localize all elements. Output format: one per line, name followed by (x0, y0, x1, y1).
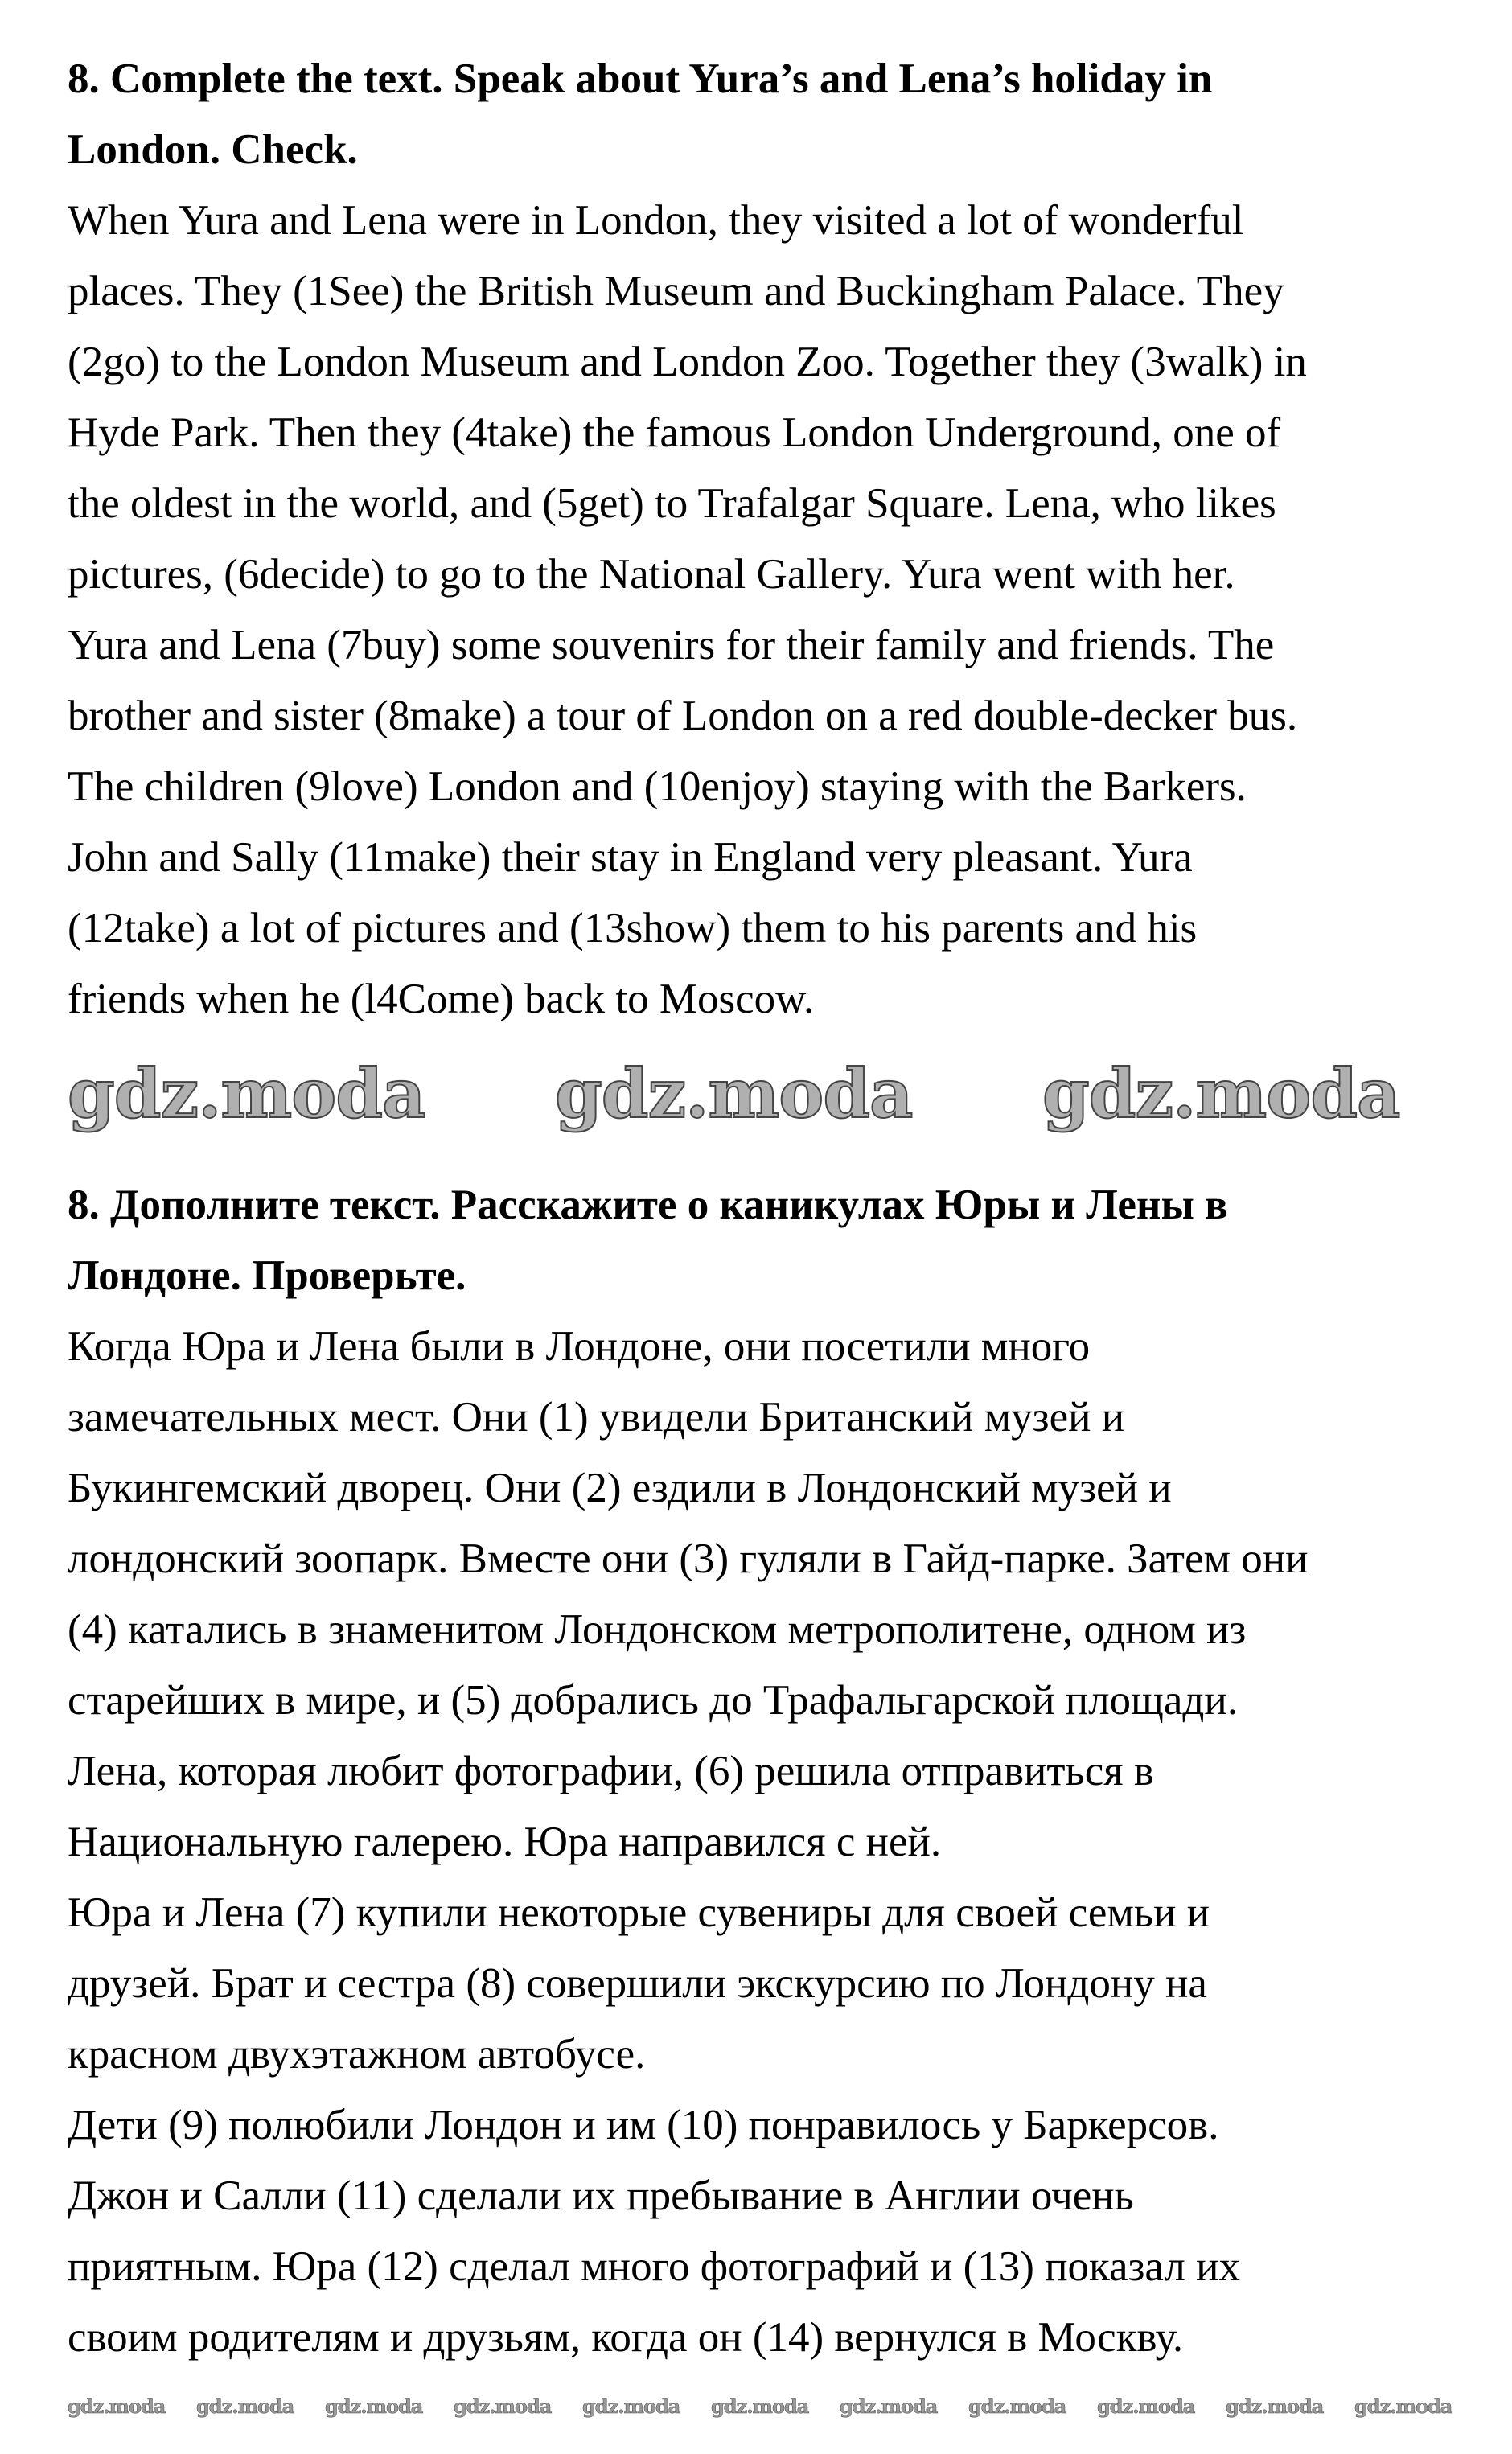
russian-exercise (68, 1169, 1499, 2373)
english-exercise (68, 43, 1499, 1034)
english-title-line: 8. Complete the text. Speak about Yura’s and Lena’s holiday in (68, 55, 1213, 102)
watermark: gdz.moda (582, 2394, 680, 2418)
watermark: gdz.moda (454, 2394, 552, 2418)
watermark: gdz.moda (1354, 2394, 1452, 2418)
english-body-line: places. They (1See) the British Museum and Buckingham Palace. They (68, 268, 1284, 314)
watermark: gdz.moda (196, 2394, 294, 2418)
russian-body-line: Джон и Салли (11) сделали их пребывание в Англии очень (68, 2172, 1134, 2219)
english-body-line: friends when he (l4Come) back to Moscow. (68, 976, 815, 1022)
watermark: gdz.moda (325, 2394, 423, 2418)
russian-body-line: друзей. Брат и сестра (8) совершили экскурсию по Лондону на (68, 1960, 1207, 2007)
russian-body-line: своим родителям и друзьям, когда он (14) вернулся в Москву. (68, 2314, 1184, 2361)
russian-body-line: красном двухэтажном автобусе. (68, 2031, 646, 2078)
russian-body-line: замечательных мест. Они (1) увидели Британский музей и (68, 1394, 1125, 1441)
watermark: gdz.moda (1226, 2394, 1324, 2418)
russian-body-line: лондонский зоопарк. Вместе они (3) гуляли в Гайд-парке. Затем они (68, 1535, 1309, 1582)
watermark: gdz.moda (1042, 1054, 1400, 1133)
english-body-line: Yura and Lena (7buy) some souvenirs for their family and friends. The (68, 622, 1275, 668)
russian-body-line: Дети (9) полюбили Лондон и им (10) понравилось у Баркерсов. (68, 2102, 1219, 2148)
russian-title-line: Лондоне. Проверьте. (68, 1252, 466, 1299)
english-title-line: London. Check. (68, 126, 358, 173)
russian-body-line: Юра и Лена (7) купили некоторые сувениры для своей семьи и (68, 1889, 1210, 1936)
russian-body-line: Лена, которая любит фотографии, (6) решила отправиться в (68, 1748, 1154, 1794)
watermark: gdz.moda (968, 2394, 1066, 2418)
watermark: gdz.moda (840, 2394, 938, 2418)
english-body-line: (12take) a lot of pictures and (13show) them to his parents and his (68, 905, 1198, 952)
watermark: gdz.moda (1097, 2394, 1195, 2418)
english-body-line: The children (9love) London and (10enjoy) staying with the Barkers. (68, 763, 1247, 810)
russian-body-line: Когда Юра и Лена были в Лондоне, они посетили много (68, 1323, 1091, 1370)
watermark: gdz.moda (68, 1054, 425, 1133)
english-body-line: When Yura and Lena were in London, they visited a lot of wonderful (68, 197, 1244, 244)
english-body-line: pictures, (6decide) to go to the National Gallery. Yura went with her. (68, 551, 1235, 598)
russian-body-line: Букингемский дворец. Они (2) ездили в Лондонский музей и (68, 1465, 1172, 1511)
russian-body-line: приятным. Юра (12) сделал много фотографий и (13) показал их (68, 2243, 1240, 2290)
english-body-line: (2go) to the London Museum and London Zoo. Together they (3walk) in (68, 339, 1307, 385)
english-body-line: John and Sally (11make) their stay in England very pleasant. Yura (68, 834, 1193, 881)
russian-body-line: старейших в мире, и (5) добрались до Трафальгарской площади. (68, 1677, 1238, 1724)
english-body-line: brother and sister (8make) a tour of London on a red double-decker bus. (68, 693, 1298, 739)
watermark: gdz.moda (555, 1054, 913, 1133)
russian-body-line: (4) катались в знаменитом Лондонском метрополитене, одном из (68, 1606, 1247, 1653)
watermark: gdz.moda (711, 2394, 809, 2418)
russian-body-line: Национальную галерею. Юра направился с ней. (68, 1819, 942, 1865)
watermark: gdz.moda (68, 2394, 166, 2418)
english-body-line: the oldest in the world, and (5get) to Trafalgar Square. Lena, who likes (68, 480, 1276, 527)
english-body-line: Hyde Park. Then they (4take) the famous London Underground, one of (68, 409, 1281, 456)
russian-title-line: 8. Дополните текст. Расскажите о каникулах Юры и Лены в (68, 1182, 1228, 1228)
